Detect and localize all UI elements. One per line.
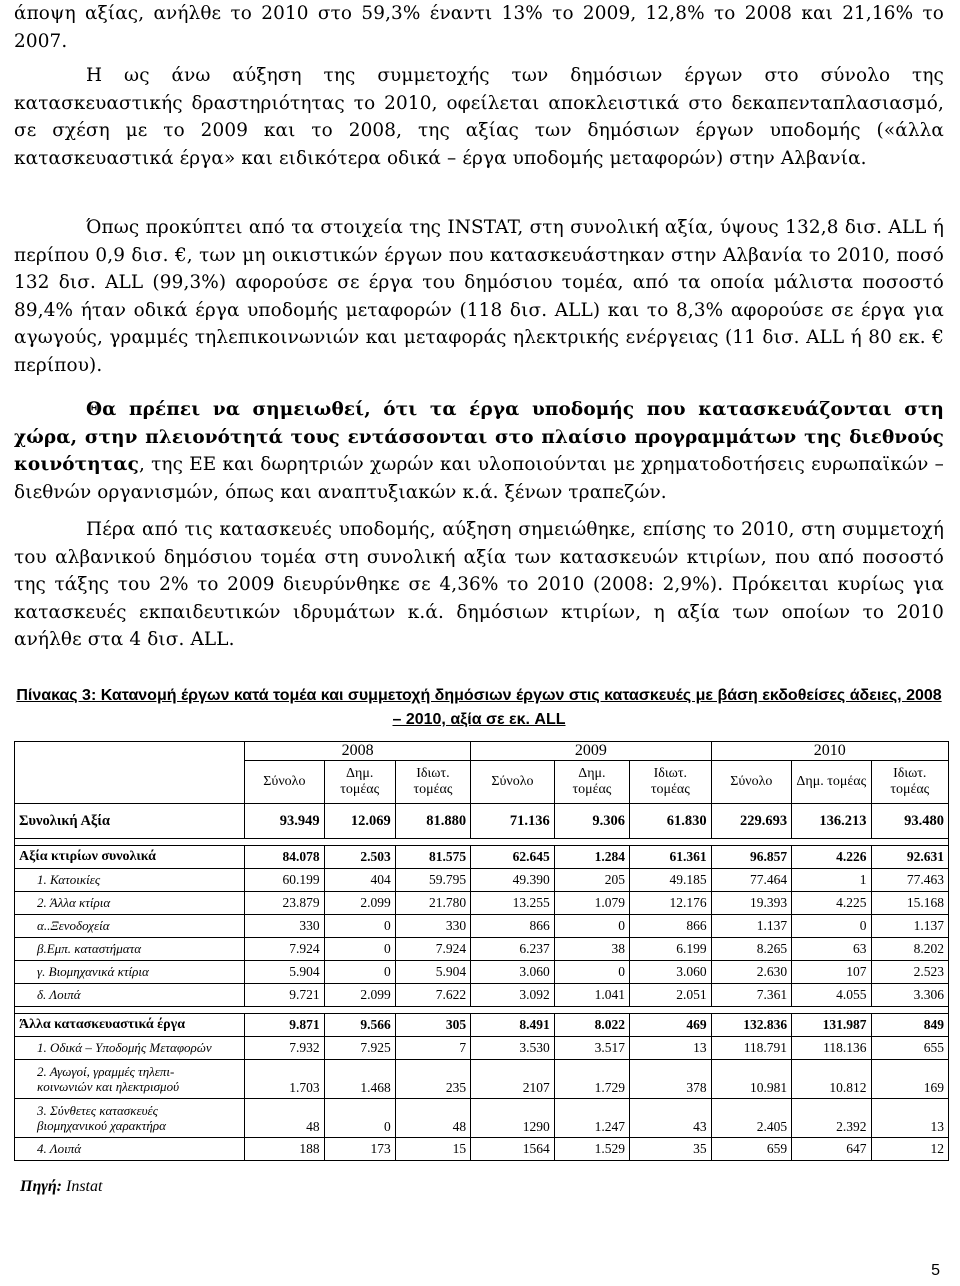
- table-cell: 0: [554, 915, 629, 938]
- table-spacer-cell: [15, 1007, 949, 1014]
- table-cell: 49.185: [630, 869, 712, 892]
- row-label: β.Εμπ. καταστήματα: [15, 938, 245, 961]
- table-cell: 1.137: [711, 915, 791, 938]
- header-subcolumn: Σύνολο: [711, 761, 791, 804]
- table-spacer-row: [15, 1007, 949, 1014]
- row-label: 2. Άλλα κτίρια: [15, 892, 245, 915]
- table-cell: 173: [324, 1138, 395, 1161]
- table-cell: 60.199: [245, 869, 324, 892]
- table-cell: 0: [792, 915, 871, 938]
- table-cell: 205: [554, 869, 629, 892]
- table-cell: 21.780: [395, 892, 470, 915]
- table-cell: 8.202: [871, 938, 948, 961]
- table-cell: 81.880: [395, 804, 470, 839]
- table-cell: 7: [395, 1037, 470, 1060]
- row-label-line: βιομηχανικού χαρακτήρα: [37, 1118, 166, 1133]
- table-row: [15, 892, 949, 915]
- table-cell: 3.530: [471, 1037, 555, 1060]
- table-cell: 35: [630, 1138, 712, 1161]
- table-cell: 2.099: [324, 892, 395, 915]
- table-cell: 659: [711, 1138, 791, 1161]
- table-row: [15, 1014, 949, 1037]
- table-cell: 1.041: [554, 984, 629, 1007]
- table-cell: 61.361: [630, 846, 712, 869]
- table-cell: 7.924: [395, 938, 470, 961]
- table-cell: 3.092: [471, 984, 555, 1007]
- header-subcolumn: Ιδιωτ. τομέας: [630, 761, 712, 804]
- table-cell: 1.729: [554, 1060, 629, 1099]
- table-row: [15, 804, 949, 839]
- table-cell: 3.517: [554, 1037, 629, 1060]
- table-cell: 4.226: [792, 846, 871, 869]
- row-label-line: κοινωνιών και ηλεκτρισμού: [37, 1079, 180, 1094]
- header-empty-cell: [15, 742, 245, 804]
- table-cell: 9.721: [245, 984, 324, 1007]
- table-cell: 655: [871, 1037, 948, 1060]
- table-row: [15, 961, 949, 984]
- table-cell: 3.060: [630, 961, 712, 984]
- table-cell: 118.136: [792, 1037, 871, 1060]
- paragraph-1: Η ως άνω αύξηση της συμμετοχής των δημόσιων έργων στο σύνολο της κατασκευαστικής δραστηριότητας το 2010, οφείλεται αποκλειστικά στο δεκαπενταπλασιασμό, σε σχέση με το 2009 και το 2008, της αξίας των δημόσιων έργων υποδομής («άλλα κατασκευαστικά έργα» και ειδικότερα οδικά – έργα υποδομής μεταφορών) στην Αλβανία.: [14, 65, 944, 169]
- source-label: Πηγή:: [20, 1178, 62, 1195]
- table-cell: 2.630: [711, 961, 791, 984]
- table-cell: 2.099: [324, 984, 395, 1007]
- table-cell: 305: [395, 1014, 470, 1037]
- table-cell: 4.055: [792, 984, 871, 1007]
- table-cell: 15: [395, 1138, 470, 1161]
- row-label: γ. Βιομηχανικά κτίρια: [15, 961, 245, 984]
- table-cell: 71.136: [471, 804, 555, 839]
- table-cell: 2.051: [630, 984, 712, 1007]
- table-cell: 1: [792, 869, 871, 892]
- table-cell: 48: [395, 1099, 470, 1138]
- table-cell: 849: [871, 1014, 948, 1037]
- table-cell: 59.795: [395, 869, 470, 892]
- table-cell: 378: [630, 1060, 712, 1099]
- table-cell: 49.390: [471, 869, 555, 892]
- source-value: Instat: [66, 1178, 103, 1195]
- data-table: [14, 741, 949, 1161]
- table-cell: 13: [630, 1037, 712, 1060]
- table-row: [15, 869, 949, 892]
- table-cell: 6.199: [630, 938, 712, 961]
- table-cell: 0: [324, 961, 395, 984]
- table-cell: 19.393: [711, 892, 791, 915]
- table-cell: 132.836: [711, 1014, 791, 1037]
- table-cell: 7.361: [711, 984, 791, 1007]
- table-cell: 188: [245, 1138, 324, 1161]
- table-cell: 1290: [471, 1099, 555, 1138]
- table-cell: 92.631: [871, 846, 948, 869]
- table-cell: 93.949: [245, 804, 324, 839]
- table-cell: 93.480: [871, 804, 948, 839]
- table-cell: 0: [324, 938, 395, 961]
- table-cell: 131.987: [792, 1014, 871, 1037]
- table-cell: 10.981: [711, 1060, 791, 1099]
- header-subcolumn: Δημ. τομέας: [324, 761, 395, 804]
- table-cell: 77.464: [711, 869, 791, 892]
- table-header-years: [15, 742, 949, 761]
- table-cell: 1.137: [871, 915, 948, 938]
- table-row: [15, 938, 949, 961]
- table-cell: 7.622: [395, 984, 470, 1007]
- table-cell: 866: [471, 915, 555, 938]
- table-cell: 2.503: [324, 846, 395, 869]
- table-cell: 84.078: [245, 846, 324, 869]
- table-cell: 2.523: [871, 961, 948, 984]
- row-label: 4. Λοιπά: [15, 1138, 245, 1161]
- header-year: 2008: [245, 742, 471, 761]
- table-row: [15, 915, 949, 938]
- header-subcolumn: Δημ. τομέας: [792, 761, 871, 804]
- table-cell: 5.904: [395, 961, 470, 984]
- table-cell: 23.879: [245, 892, 324, 915]
- row-label: [15, 1060, 245, 1099]
- table-cell: 6.237: [471, 938, 555, 961]
- table-cell: 1.079: [554, 892, 629, 915]
- table-cell: 3.306: [871, 984, 948, 1007]
- header-subcolumn: Δημ. τομέας: [554, 761, 629, 804]
- row-label: α..Ξενοδοχεία: [15, 915, 245, 938]
- table-cell: 8.491: [471, 1014, 555, 1037]
- table-cell: 235: [395, 1060, 470, 1099]
- table-cell: 38: [554, 938, 629, 961]
- paragraph-3-rest: , της ΕΕ και δωρητριών χωρών και υλοποιούνται με χρηματοδοτήσεις ευρωπαϊκών – διεθνών οργανισμών, όπως και αναπτυξιακών κ.ά. ξένων τραπεζών.: [14, 454, 944, 503]
- table-row: [15, 1138, 949, 1161]
- table-cell: 13: [871, 1099, 948, 1138]
- paragraph-4: Πέρα από τις κατασκευές υποδομής, αύξηση σημειώθηκε, επίσης το 2010, στη συμμετοχή του αλβανικού δημόσιου τομέα στη συνολική αξία των κατασκευών κτιρίων, που από ποσοστό της τάξης του 2% το 2009 διευρύνθηκε σε 4,36% το 2010 (2008: 2,9%). Πρόκειται κυρίως για κατασκευές εκπαιδευτικών ιδρυμάτων κ.ά. δημόσιων κτιρίων, η αξία των οποίων το 2010 ανήλθε στα 4 δισ. ALL.: [14, 519, 944, 651]
- table-cell: 1.284: [554, 846, 629, 869]
- row-label: Άλλα κατασκευαστικά έργα: [15, 1014, 245, 1037]
- table-cell: 15.168: [871, 892, 948, 915]
- table-cell: 4.225: [792, 892, 871, 915]
- header-subcolumn: Ιδιωτ. τομέας: [871, 761, 948, 804]
- table-cell: 1.468: [324, 1060, 395, 1099]
- table-cell: 96.857: [711, 846, 791, 869]
- table-cell: 1.703: [245, 1060, 324, 1099]
- table-row: [15, 984, 949, 1007]
- table-row: [15, 1037, 949, 1060]
- row-label: 1. Οδικά – Υποδομής Μεταφορών: [15, 1037, 245, 1060]
- header-year: 2010: [711, 742, 948, 761]
- table-cell: 62.645: [471, 846, 555, 869]
- table-cell: 0: [324, 915, 395, 938]
- table-cell: 8.022: [554, 1014, 629, 1037]
- paragraph-2: Όπως προκύπτει από τα στοιχεία της INSTAT, στη συνολική αξία, ύψους 132,8 δισ. ALL ή περίπου 0,9 δισ. €, των μη οικιστικών έργων που κατασκευάστηκαν στην Αλβανία το 2010, ποσό 132 δισ. ALL (99,3%) αφορούσε σε έργα του δημόσιου τομέα, από τα οποία μάλιστα ποσοστό 89,4% ήταν οδικά έργα υποδομής μεταφορών (118 δισ. ALL) και το 8,3% αφορούσε σε έργα για αγωγούς, γραμμές τηλεπικοινωνιών και μεταφοράς ηλεκτρικής ενέργειας (11 δισ. ALL ή 80 εκ. € περίπου).: [14, 217, 944, 376]
- table-cell: 5.904: [245, 961, 324, 984]
- table-cell: 43: [630, 1099, 712, 1138]
- paragraph-0: άποψη αξίας, ανήλθε το 2010 στο 59,3% έναντι 13% το 2009, 12,8% το 2008 και 21,16% το 2007.: [14, 3, 944, 52]
- table-cell: 3.060: [471, 961, 555, 984]
- table-cell: 330: [245, 915, 324, 938]
- table-cell: 404: [324, 869, 395, 892]
- table-row: [15, 1060, 949, 1099]
- table-cell: 7.925: [324, 1037, 395, 1060]
- table-spacer-cell: [15, 839, 949, 846]
- table-cell: 866: [630, 915, 712, 938]
- table-cell: 2.392: [792, 1099, 871, 1138]
- page-number: 5: [931, 1262, 940, 1279]
- table-cell: 48: [245, 1099, 324, 1138]
- table-row: [15, 1099, 949, 1138]
- header-year: 2009: [471, 742, 711, 761]
- table-cell: 1.247: [554, 1099, 629, 1138]
- table-cell: 107: [792, 961, 871, 984]
- table-cell: 330: [395, 915, 470, 938]
- header-subcolumn: Σύνολο: [245, 761, 324, 804]
- table-cell: 9.306: [554, 804, 629, 839]
- row-label-line: 2. Αγωγοί, γραμμές τηλεπι-: [37, 1064, 175, 1079]
- header-subcolumn: Σύνολο: [471, 761, 555, 804]
- table-cell: 1.529: [554, 1138, 629, 1161]
- table-cell: 77.463: [871, 869, 948, 892]
- table-cell: 469: [630, 1014, 712, 1037]
- row-label: Συνολική Αξία: [15, 804, 245, 839]
- row-label-line: 3. Σύνθετες κατασκευές: [37, 1103, 158, 1118]
- table-caption: Πίνακας 3: Κατανομή έργων κατά τομέα και συμμετοχή δημόσιων έργων στις κατασκευές με βάση εκδοθείσες άδειες, 2008 – 2010, αξία σε εκ. ALL: [16, 687, 942, 728]
- table-cell: 9.566: [324, 1014, 395, 1037]
- table-cell: 229.693: [711, 804, 791, 839]
- table-cell: 81.575: [395, 846, 470, 869]
- table-cell: 169: [871, 1060, 948, 1099]
- table-cell: 7.932: [245, 1037, 324, 1060]
- row-label: 1. Κατοικίες: [15, 869, 245, 892]
- table-cell: 1564: [471, 1138, 555, 1161]
- table-cell: 12.069: [324, 804, 395, 839]
- table-cell: 118.791: [711, 1037, 791, 1060]
- table-cell: 136.213: [792, 804, 871, 839]
- table-body: [15, 804, 949, 1161]
- table-cell: 0: [324, 1099, 395, 1138]
- table-cell: 0: [554, 961, 629, 984]
- table-cell: 7.924: [245, 938, 324, 961]
- table-cell: 13.255: [471, 892, 555, 915]
- paragraph-3: [14, 396, 944, 506]
- table-cell: 63: [792, 938, 871, 961]
- table-row: [15, 846, 949, 869]
- table-cell: 8.265: [711, 938, 791, 961]
- paragraph-3-emphasis: Θα πρέπει να σημειωθεί, ότι τα έργα υποδομής που κατασκευάζονται στη χώρα, στην πλειονότητά τους εντάσσονται στο πλαίσιο προγραμμάτων της διεθνούς κοινότητας: [14, 399, 944, 476]
- table-spacer-row: [15, 839, 949, 846]
- table-cell: 647: [792, 1138, 871, 1161]
- table-cell: 2107: [471, 1060, 555, 1099]
- source-note: [20, 1178, 102, 1196]
- row-label: [15, 1099, 245, 1138]
- table-cell: 9.871: [245, 1014, 324, 1037]
- table-cell: 10.812: [792, 1060, 871, 1099]
- table-cell: 2.405: [711, 1099, 791, 1138]
- header-subcolumn: Ιδιωτ. τομέας: [395, 761, 470, 804]
- row-label: Αξία κτιρίων συνολικά: [15, 846, 245, 869]
- row-label: δ. Λοιπά: [15, 984, 245, 1007]
- table-cell: 12: [871, 1138, 948, 1161]
- table-cell: 12.176: [630, 892, 712, 915]
- table-cell: 61.830: [630, 804, 712, 839]
